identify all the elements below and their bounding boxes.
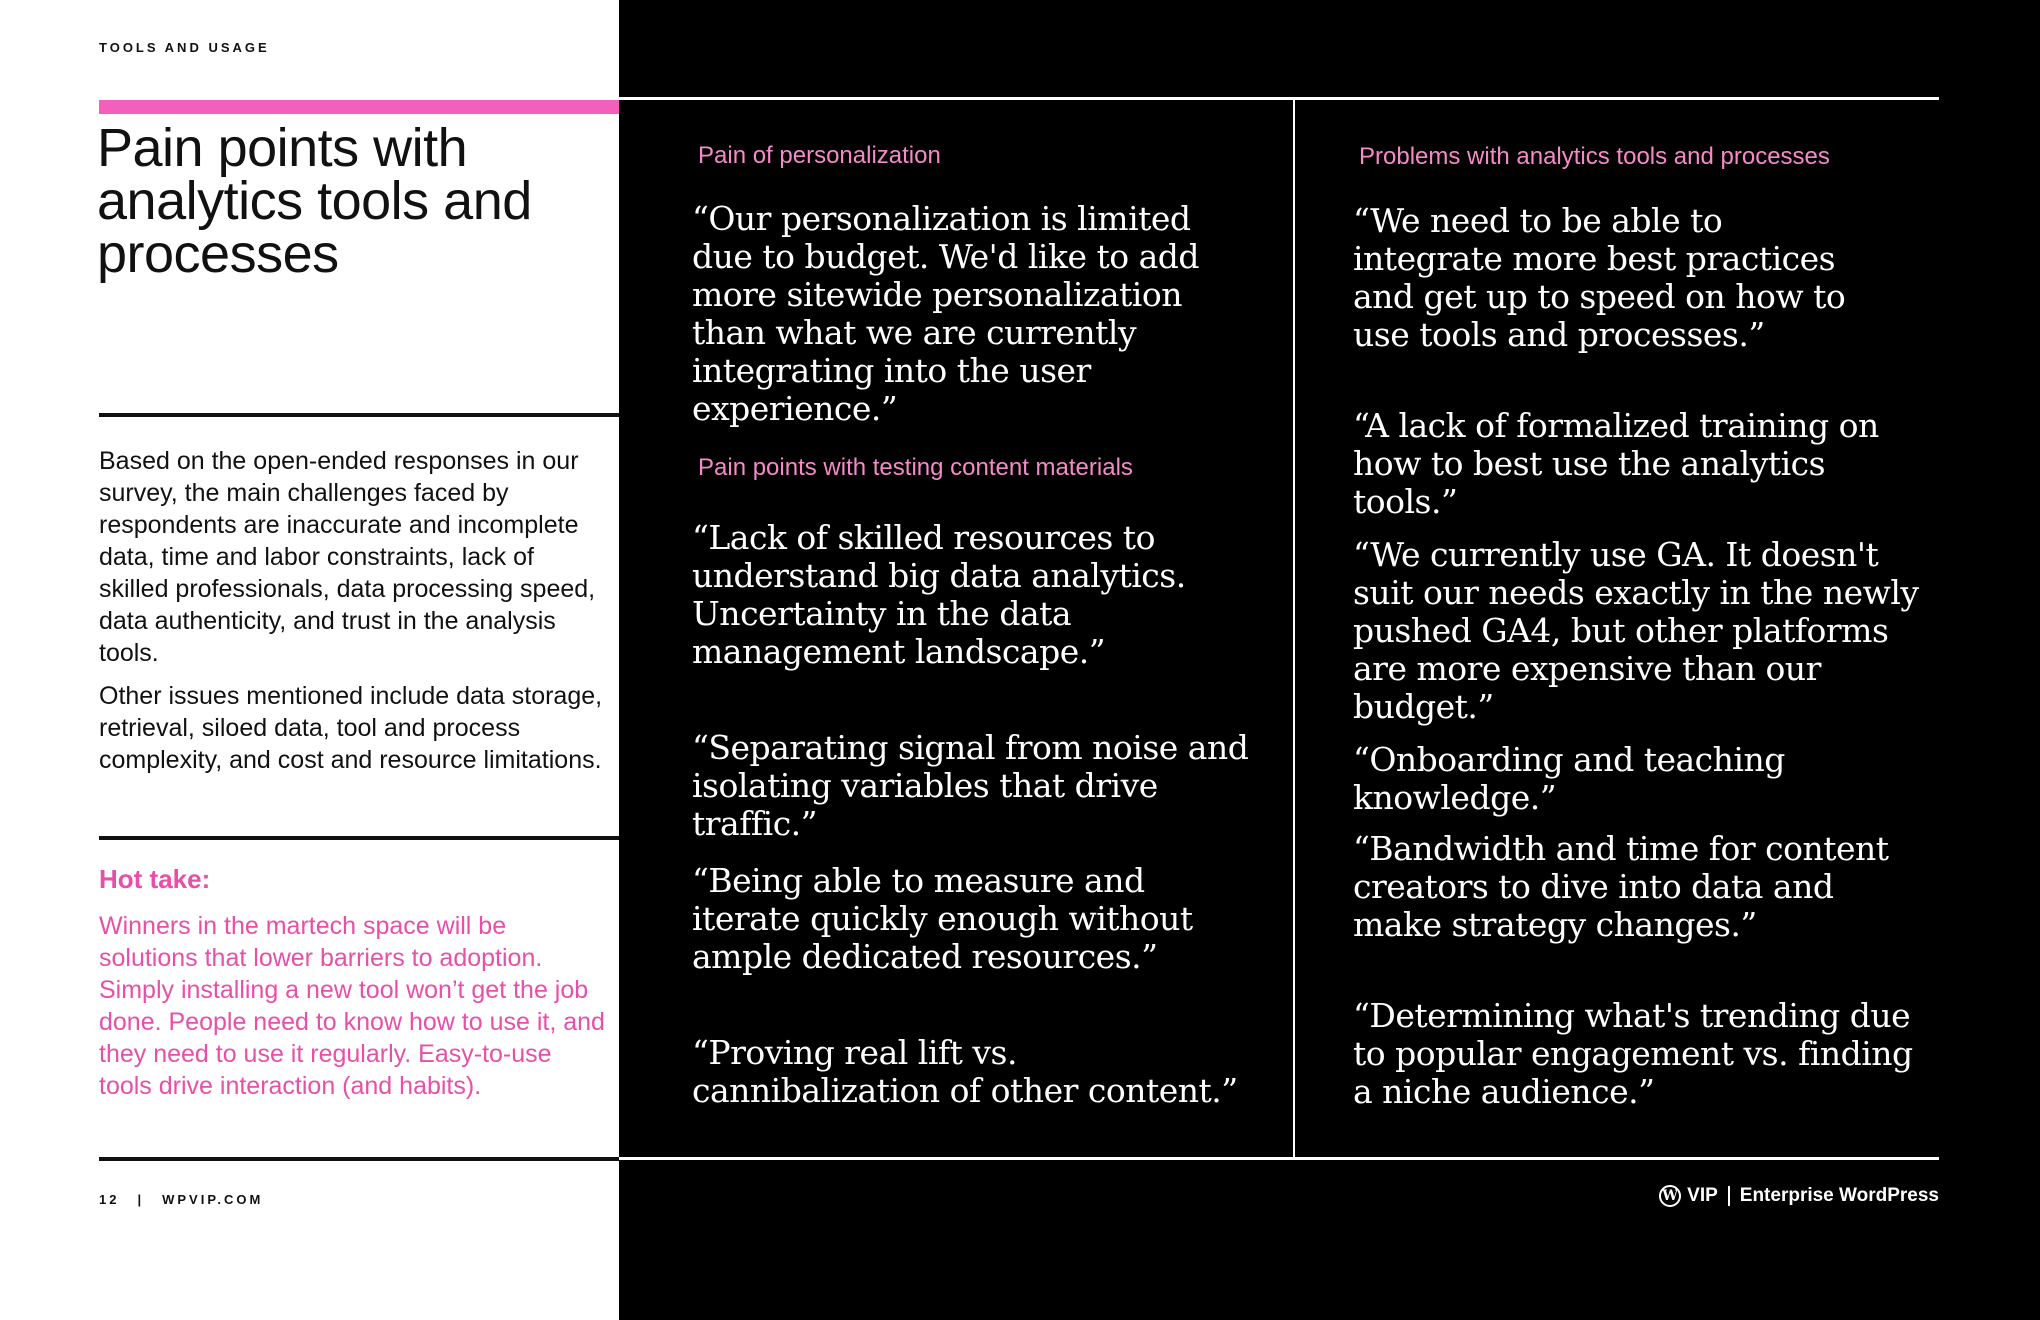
- quote: “Proving real lift vs. cannibalization of other content.”: [692, 1033, 1238, 1110]
- quote: “Determining what's trending due to popular engagement vs. finding a niche audience.”: [1353, 996, 1913, 1111]
- quote: “We currently use GA. It doesn't suit our needs exactly in the newly pushed GA4, but other platforms are more expensive than our budget.”: [1353, 535, 1919, 726]
- page-title: Pain points with analytics tools and processes: [97, 118, 532, 284]
- quote: “Onboarding and teaching knowledge.”: [1353, 740, 1785, 817]
- page-number: 12: [99, 1192, 120, 1207]
- quote: “A lack of formalized training on how to best use the analytics tools.”: [1353, 406, 1879, 521]
- brand-divider: [1728, 1186, 1730, 1206]
- quote: “We need to be able to integrate more best practices and get up to speed on how to use tools and processes.”: [1353, 201, 1846, 354]
- footer: [99, 1192, 263, 1207]
- intro-paragraph-1: Based on the open-ended responses in our survey, the main challenges faced by respondents are inaccurate and incomplete data, time and labor constraints, lack of skilled professionals, data processing speed, data authenticity, and trust in the analysis tools.: [99, 447, 596, 667]
- quote: “Our personalization is limited due to budget. We'd like to add more sitewide personalization than what we are currently integrating into the user experience.”: [692, 199, 1200, 428]
- site-link[interactable]: WPVIP.COM: [162, 1192, 264, 1207]
- footer-separator: |: [137, 1192, 145, 1207]
- bottom-white-rule: [619, 1157, 1939, 1160]
- pink-accent-bar: [99, 100, 619, 114]
- brand-name: Enterprise WordPress: [1739, 1185, 1939, 1206]
- divider-rule: [99, 836, 619, 840]
- column-1-heading-personalization: Pain of personalization: [698, 142, 941, 169]
- divider-rule: [99, 413, 619, 417]
- hot-take-label: Hot take:: [99, 864, 211, 894]
- brand-vip: VIP: [1687, 1185, 1718, 1206]
- column-2-heading: Problems with analytics tools and processes: [1359, 143, 1830, 170]
- intro-paragraph-2: Other issues mentioned include data storage, retrieval, siloed data, tool and process complexity, and cost and resource limitations.: [99, 682, 603, 774]
- quote: “Separating signal from noise and isolating variables that drive traffic.”: [692, 728, 1249, 843]
- brand-logo[interactable]: [1659, 1185, 1939, 1207]
- divider-rule: [99, 1157, 619, 1161]
- column-1-heading-testing: Pain points with testing content materials: [698, 454, 1133, 481]
- quote: “Lack of skilled resources to understand big data analytics. Uncertainty in the data management landscape.”: [692, 518, 1186, 671]
- quote: “Being able to measure and iterate quickly enough without ample dedicated resources.”: [692, 861, 1193, 976]
- wordpress-icon: W: [1659, 1185, 1681, 1207]
- section-label: TOOLS AND USAGE: [99, 40, 270, 55]
- column-divider: [1293, 98, 1295, 1160]
- top-white-rule: [619, 97, 1939, 100]
- quote: “Bandwidth and time for content creators to dive into data and make strategy changes.”: [1353, 829, 1889, 944]
- hot-take-text: Winners in the martech space will be solutions that lower barriers to adoption. Simply installing a new tool won’t get the job done. People need to know how to use it, and they need to use it regularly. Easy-to-use tools drive interaction (and habits).: [99, 912, 605, 1100]
